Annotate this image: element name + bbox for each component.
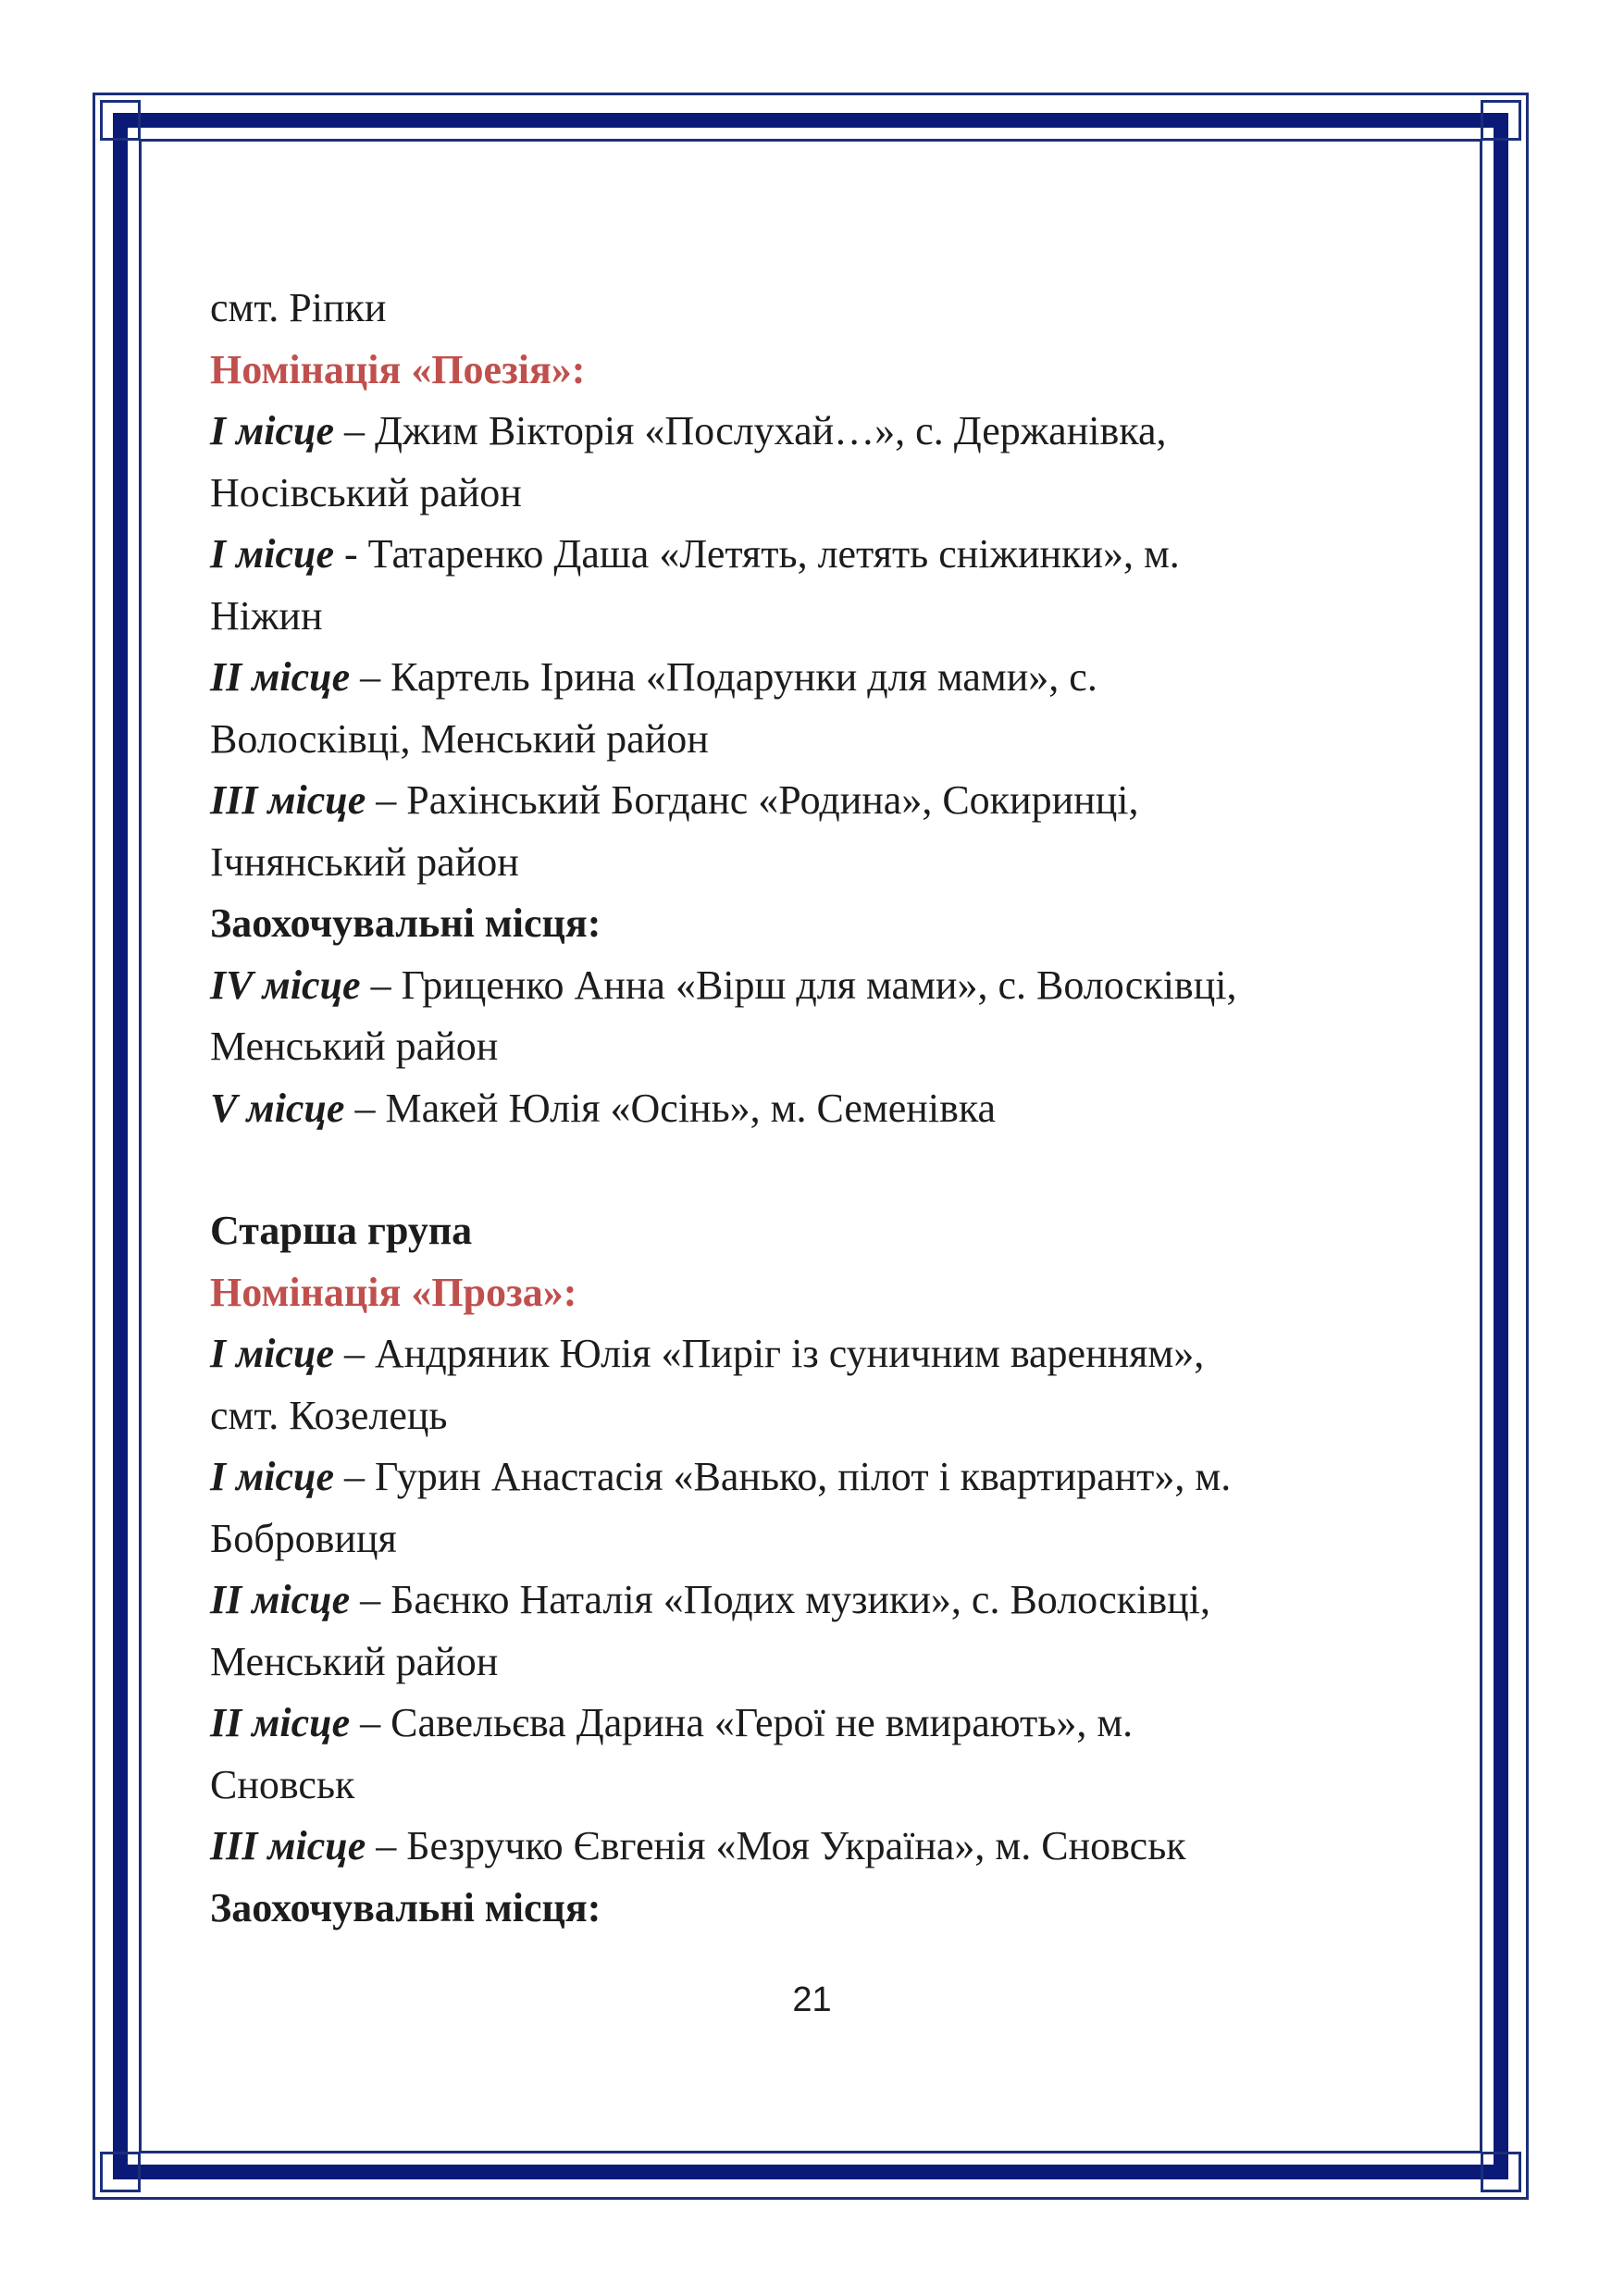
entry-text: – Безручко Євгенія «Моя Україна», м. Сновськ: [366, 1823, 1186, 1868]
entry-text: – Картель Ірина «Подарунки для мами», с.: [350, 654, 1097, 700]
text-line: Волосківці, Менський район: [210, 715, 709, 762]
place-label: І місце: [210, 531, 335, 577]
entry-text: – Гурин Анастасія «Ванько, пілот і квартирант», м.: [334, 1454, 1232, 1499]
border-corner-ornament: [100, 2152, 141, 2192]
entry-text: - Татаренко Даша «Летять, летять сніжинки», м.: [334, 531, 1180, 577]
award-entry: [210, 955, 1441, 1017]
place-label: ІІІ місце: [210, 777, 366, 823]
section-heading: Номінація «Проза»:: [210, 1269, 577, 1315]
entry-text: – Гриценко Анна «Вірш для мами», с. Волосківці,: [360, 962, 1237, 1008]
border-corner-ornament: [1481, 100, 1521, 141]
entry-text: – Джим Вікторія «Послухай…», с. Держанівка,: [334, 408, 1167, 453]
entry-text: – Макей Юлія «Осінь», м. Семенівка: [344, 1085, 997, 1131]
entry-text: – Андряник Юлія «Пиріг із суничним варенням»,: [334, 1331, 1205, 1376]
place-label: ІІІ місце: [210, 1823, 366, 1868]
text-line: смт. Козелець: [210, 1392, 448, 1438]
text-line: смт. Ріпки: [210, 285, 387, 330]
entry-text: – Савельєва Дарина «Герої не вмирають», м.: [350, 1700, 1134, 1745]
award-entry: [210, 1078, 1441, 1140]
place-label: ІV місце: [210, 962, 361, 1008]
award-entry: [210, 647, 1441, 709]
award-entry: [210, 1570, 1441, 1632]
place-label: І місце: [210, 1454, 335, 1499]
text-line: Менський район: [210, 1024, 499, 1069]
text-line: Ічнянський район: [210, 838, 519, 885]
text-line: Ніжин: [210, 592, 323, 639]
award-entry: [210, 770, 1441, 832]
section-heading: Заохочувальні місця:: [210, 900, 601, 946]
border-corner-ornament: [1481, 2152, 1521, 2192]
award-entry: [210, 1693, 1441, 1755]
section-heading: Номінація «Поезія»:: [210, 346, 586, 392]
place-label: V місце: [210, 1085, 345, 1131]
text-line: Менський район: [210, 1638, 499, 1684]
section-heading: Заохочувальні місця:: [210, 1884, 601, 1930]
entry-text: – Рахінський Богданс «Родина», Сокиринці,: [366, 777, 1139, 823]
award-entry: [210, 401, 1441, 463]
place-label: І місце: [210, 408, 335, 453]
text-line: Сновськ: [210, 1761, 355, 1807]
place-label: ІІ місце: [210, 1700, 351, 1745]
award-entry: [210, 1446, 1441, 1508]
border-corner-ornament: [100, 100, 141, 141]
place-label: І місце: [210, 1331, 335, 1376]
award-entry: [210, 524, 1441, 586]
section-heading: Старша група: [210, 1208, 473, 1253]
text-line: Носівський район: [210, 469, 522, 515]
entry-text: – Баєнко Наталія «Подих музики», с. Волосківці,: [350, 1577, 1210, 1622]
place-label: ІІ місце: [210, 1577, 351, 1622]
place-label: ІІ місце: [210, 654, 351, 700]
page-number: 21: [792, 1980, 832, 2019]
paragraph-gap: [210, 1139, 1441, 1200]
award-entry: [210, 1323, 1441, 1385]
award-entry: [210, 1816, 1441, 1878]
document-body: [210, 278, 1441, 1939]
text-line: Бобровиця: [210, 1515, 397, 1561]
